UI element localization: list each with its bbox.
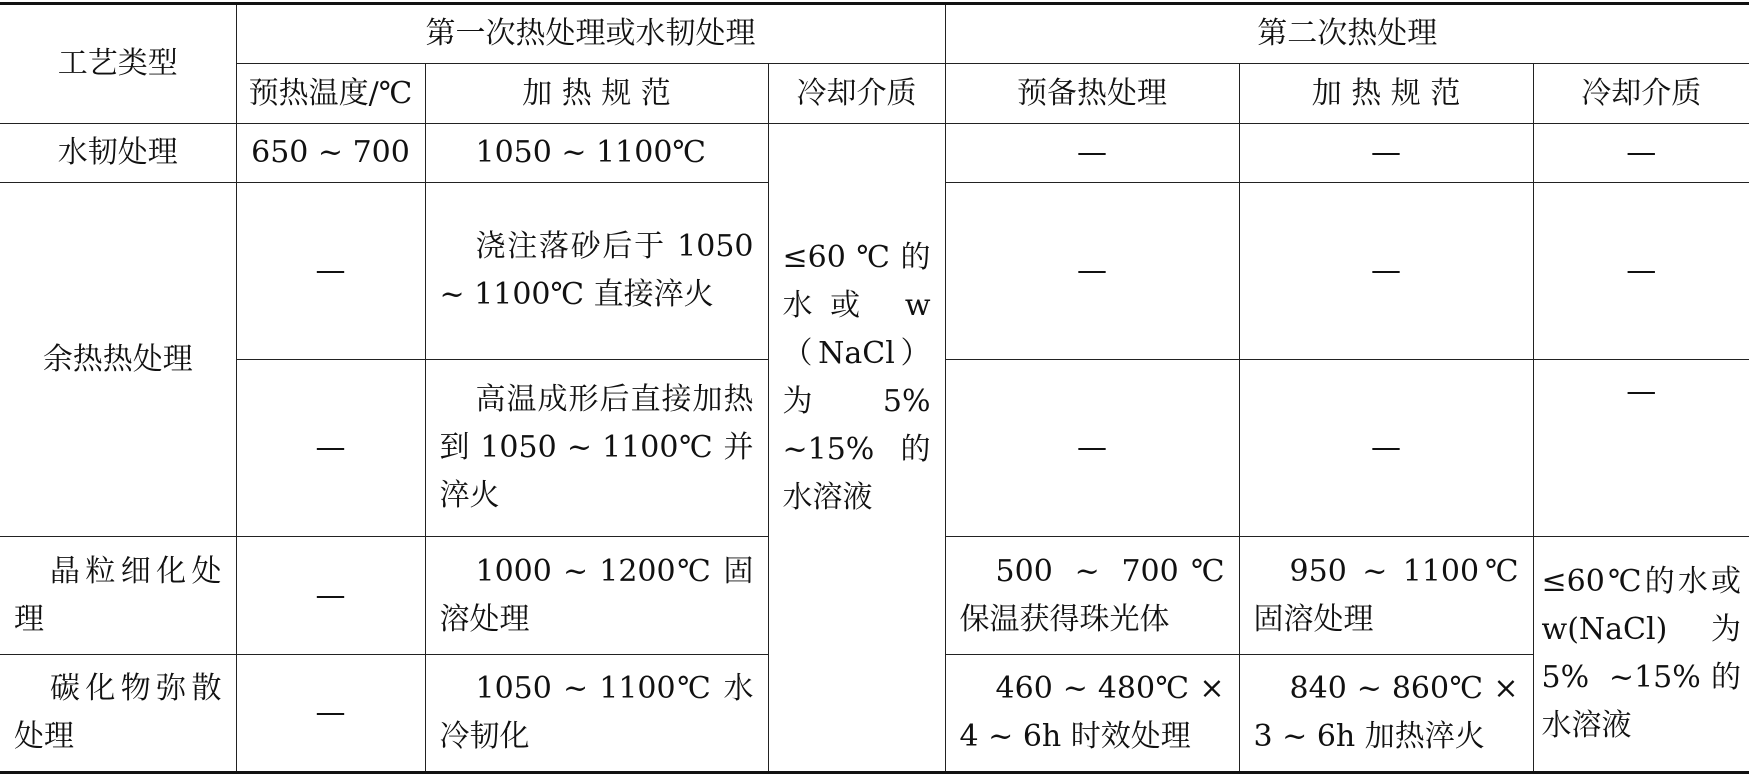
header-heating-spec-1: 加 热 规 范 xyxy=(425,64,768,124)
pre-residual-heat-b: — xyxy=(945,360,1239,537)
pre-residual-heat-a: — xyxy=(945,183,1239,360)
heating2-residual-heat-a: — xyxy=(1239,183,1533,360)
header-first-treatment: 第一次热处理或水韧处理 xyxy=(236,4,945,64)
process-grain-refinement: 晶粒细化处理 xyxy=(0,537,236,655)
process-residual-heat: 余热热处理 xyxy=(0,183,236,537)
header-row-2 xyxy=(0,64,1749,124)
preheat-carbide-dispersion: — xyxy=(236,655,425,773)
cooling2-water-toughening: — xyxy=(1533,124,1749,183)
preheat-grain-refinement: — xyxy=(236,537,425,655)
heat-treatment-table xyxy=(0,2,1749,774)
heating2-water-toughening: — xyxy=(1239,124,1533,183)
header-preheat-temp: 预热温度/℃ xyxy=(236,64,425,124)
process-carbide-dispersion: 碳化物弥散处理 xyxy=(0,655,236,773)
heating-carbide-dispersion: 1050 ~ 1100℃ 水冷韧化 xyxy=(425,655,768,773)
heating2-grain-refinement: 950 ~ 1100℃ 固溶处理 xyxy=(1239,537,1533,655)
cooling-medium-1-merged: ≤60℃的水或 w（NaCl）为 5% ~15% 的水溶液 xyxy=(768,124,945,773)
heating-water-toughening: 1050 ~ 1100℃ xyxy=(425,124,768,183)
cooling2-residual-heat-b: — xyxy=(1533,360,1749,537)
process-water-toughening: 水韧处理 xyxy=(0,124,236,183)
cooling2-residual-heat-a: — xyxy=(1533,183,1749,360)
pre-grain-refinement: 500 ~ 700℃ 保温获得珠光体 xyxy=(945,537,1239,655)
header-pre-treatment: 预备热处理 xyxy=(945,64,1239,124)
preheat-residual-heat-a: — xyxy=(236,183,425,360)
header-process-type: 工艺类型 xyxy=(0,4,236,124)
header-cooling-medium-2: 冷却介质 xyxy=(1533,64,1749,124)
preheat-residual-heat-b: — xyxy=(236,360,425,537)
header-row-1 xyxy=(0,4,1749,64)
table-row-water-toughening xyxy=(0,124,1749,183)
preheat-water-toughening: 650 ~ 700 xyxy=(236,124,425,183)
header-heating-spec-2: 加 热 规 范 xyxy=(1239,64,1533,124)
heating-grain-refinement: 1000 ~ 1200℃ 固溶处理 xyxy=(425,537,768,655)
heating2-carbide-dispersion: 840 ~ 860℃ × 3 ~ 6h 加热淬火 xyxy=(1239,655,1533,773)
heating-residual-heat-a: 浇注落砂后于 1050 ~ 1100℃ 直接淬火 xyxy=(425,183,768,360)
pre-carbide-dispersion: 460 ~ 480℃ × 4 ~ 6h 时效处理 xyxy=(945,655,1239,773)
heating2-residual-heat-b: — xyxy=(1239,360,1533,537)
cooling-medium-2-merged: ≤60℃的水或 w(NaCl)为 5% ~15%的水溶液 xyxy=(1533,537,1749,773)
pre-water-toughening: — xyxy=(945,124,1239,183)
header-second-treatment: 第二次热处理 xyxy=(945,4,1749,64)
header-cooling-medium-1: 冷却介质 xyxy=(768,64,945,124)
heating-residual-heat-b: 高温成形后直接加热到 1050 ~ 1100℃ 并淬火 xyxy=(425,360,768,537)
